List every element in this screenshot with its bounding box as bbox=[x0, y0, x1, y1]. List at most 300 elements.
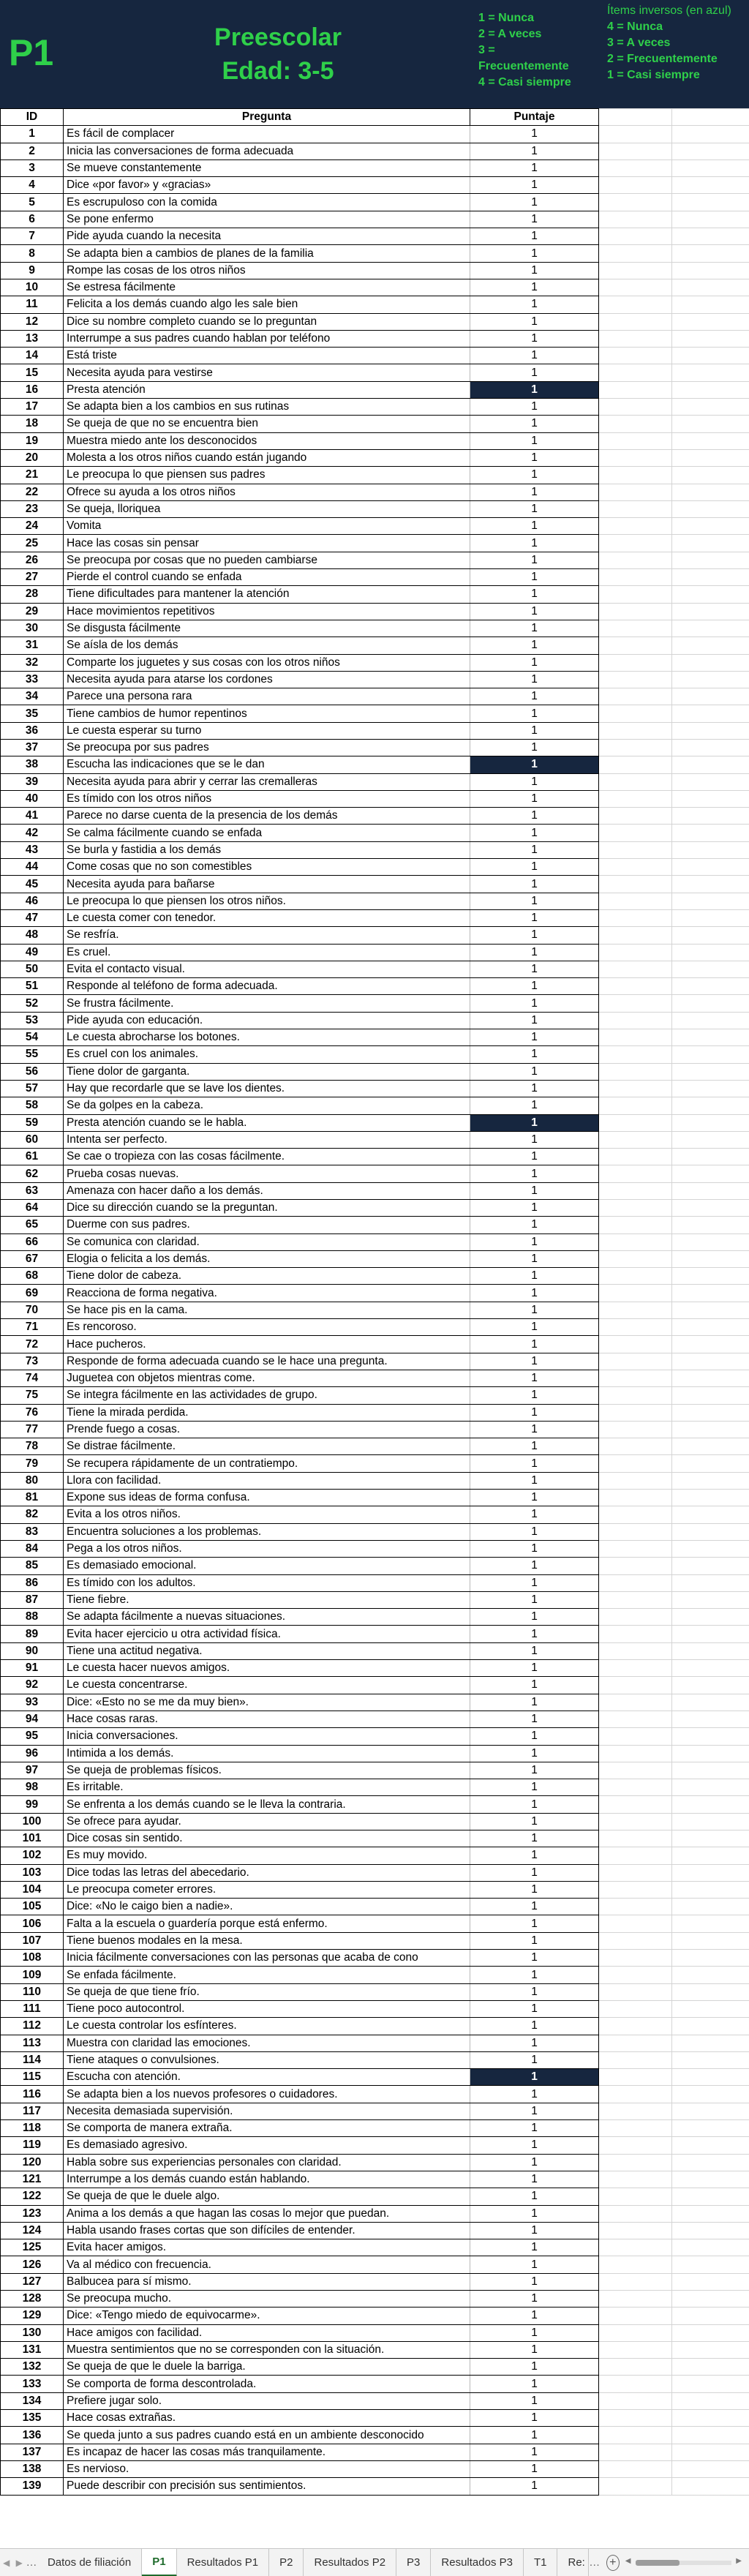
score-cell[interactable]: 1 bbox=[470, 654, 599, 671]
score-cell[interactable]: 1 bbox=[470, 1029, 599, 1046]
item-id-cell[interactable]: 79 bbox=[1, 1455, 64, 1472]
item-id-cell[interactable]: 54 bbox=[1, 1029, 64, 1046]
score-cell[interactable]: 1 bbox=[470, 1131, 599, 1148]
empty-cell[interactable] bbox=[599, 2427, 672, 2444]
score-cell[interactable]: 1 bbox=[470, 2120, 599, 2137]
question-cell[interactable]: Dice: «Tengo miedo de equivocarme». bbox=[64, 2307, 470, 2324]
item-id-cell[interactable]: 88 bbox=[1, 1609, 64, 1626]
question-cell[interactable]: Se queda junto a sus padres cuando está en un ambiente desconocido bbox=[64, 2427, 470, 2444]
question-cell[interactable]: Es demasiado emocional. bbox=[64, 1558, 470, 1574]
empty-cell[interactable] bbox=[672, 893, 749, 909]
item-id-cell[interactable]: 86 bbox=[1, 1574, 64, 1591]
empty-cell[interactable] bbox=[672, 1131, 749, 1148]
empty-cell[interactable] bbox=[599, 1319, 672, 1336]
empty-cell[interactable] bbox=[672, 620, 749, 637]
score-cell[interactable]: 1 bbox=[470, 1813, 599, 1830]
score-cell[interactable]: 1 bbox=[470, 1063, 599, 1080]
empty-cell[interactable] bbox=[599, 348, 672, 364]
empty-cell[interactable] bbox=[672, 1114, 749, 1131]
score-cell[interactable]: 1 bbox=[470, 825, 599, 841]
empty-cell[interactable] bbox=[599, 262, 672, 279]
item-id-cell[interactable]: 43 bbox=[1, 841, 64, 858]
empty-cell[interactable] bbox=[599, 620, 672, 637]
score-cell[interactable]: 1 bbox=[470, 2137, 599, 2154]
item-id-cell[interactable]: 126 bbox=[1, 2256, 64, 2273]
scrollbar-thumb[interactable] bbox=[636, 2560, 680, 2566]
empty-cell[interactable] bbox=[599, 1455, 672, 1472]
question-cell[interactable]: Dice «por favor» y «gracias» bbox=[64, 177, 470, 194]
score-cell[interactable]: 1 bbox=[470, 2341, 599, 2358]
question-cell[interactable]: Molesta a los otros niños cuando están jugando bbox=[64, 449, 470, 466]
empty-cell[interactable] bbox=[672, 773, 749, 790]
empty-cell[interactable] bbox=[599, 654, 672, 671]
empty-cell[interactable] bbox=[672, 552, 749, 568]
empty-cell[interactable] bbox=[672, 859, 749, 876]
empty-cell[interactable] bbox=[672, 1353, 749, 1370]
question-cell[interactable]: Expone sus ideas de forma confusa. bbox=[64, 1490, 470, 1506]
empty-cell[interactable] bbox=[672, 1813, 749, 1830]
item-id-cell[interactable]: 41 bbox=[1, 808, 64, 825]
empty-cell[interactable] bbox=[672, 399, 749, 416]
empty-cell[interactable] bbox=[599, 552, 672, 568]
empty-cell[interactable] bbox=[672, 1217, 749, 1233]
empty-cell[interactable] bbox=[599, 500, 672, 517]
empty-cell[interactable] bbox=[599, 2018, 672, 2035]
score-cell[interactable]: 1 bbox=[470, 1370, 599, 1386]
question-cell[interactable]: Falta a la escuela o guardería porque está enfermo. bbox=[64, 1915, 470, 1932]
score-cell[interactable]: 1 bbox=[470, 1046, 599, 1063]
empty-cell[interactable] bbox=[599, 978, 672, 995]
item-id-cell[interactable]: 34 bbox=[1, 688, 64, 705]
question-cell[interactable]: Le preocupa cometer errores. bbox=[64, 1881, 470, 1898]
question-cell[interactable]: Intimida a los demás. bbox=[64, 1745, 470, 1762]
question-cell[interactable]: Llora con facilidad. bbox=[64, 1472, 470, 1489]
question-cell[interactable]: Se queja de que le duele algo. bbox=[64, 2188, 470, 2205]
empty-cell[interactable] bbox=[672, 569, 749, 586]
empty-cell[interactable] bbox=[672, 1950, 749, 1967]
empty-cell[interactable] bbox=[672, 2086, 749, 2103]
empty-cell[interactable] bbox=[599, 637, 672, 654]
empty-cell[interactable] bbox=[599, 194, 672, 211]
score-cell[interactable]: 1 bbox=[470, 1506, 599, 1523]
score-cell[interactable]: 1 bbox=[470, 1336, 599, 1353]
empty-cell[interactable] bbox=[672, 381, 749, 398]
empty-cell[interactable] bbox=[672, 262, 749, 279]
question-cell[interactable]: Habla sobre sus experiencias personales con claridad. bbox=[64, 2154, 470, 2171]
item-id-cell[interactable]: 138 bbox=[1, 2460, 64, 2477]
question-cell[interactable]: Dice: «Esto no se me da muy bien». bbox=[64, 1694, 470, 1711]
empty-cell[interactable] bbox=[672, 500, 749, 517]
empty-cell[interactable] bbox=[672, 1899, 749, 1915]
item-id-cell[interactable]: 135 bbox=[1, 2410, 64, 2427]
empty-cell[interactable] bbox=[599, 961, 672, 977]
item-id-cell[interactable]: 7 bbox=[1, 228, 64, 245]
empty-cell[interactable] bbox=[672, 808, 749, 825]
question-cell[interactable]: Responde de forma adecuada cuando se le hace una pregunta. bbox=[64, 1353, 470, 1370]
empty-cell[interactable] bbox=[599, 2120, 672, 2137]
empty-cell[interactable] bbox=[599, 1967, 672, 1983]
empty-cell[interactable] bbox=[599, 1728, 672, 1745]
empty-cell[interactable] bbox=[599, 1233, 672, 1250]
empty-cell[interactable] bbox=[672, 1523, 749, 1540]
empty-cell[interactable] bbox=[672, 1149, 749, 1165]
score-cell[interactable]: 1 bbox=[470, 2239, 599, 2256]
empty-cell[interactable] bbox=[672, 1046, 749, 1063]
item-id-cell[interactable]: 32 bbox=[1, 654, 64, 671]
empty-cell[interactable] bbox=[672, 1779, 749, 1796]
item-id-cell[interactable]: 16 bbox=[1, 381, 64, 398]
question-cell[interactable]: Dice: «No le caigo bien a nadie». bbox=[64, 1899, 470, 1915]
item-id-cell[interactable]: 93 bbox=[1, 1694, 64, 1711]
question-cell[interactable]: Se preocupa por sus padres bbox=[64, 739, 470, 756]
empty-cell[interactable] bbox=[672, 2154, 749, 2171]
item-id-cell[interactable]: 23 bbox=[1, 500, 64, 517]
score-cell[interactable]: 1 bbox=[470, 1796, 599, 1813]
sheet-tab-p2[interactable]: P2 bbox=[269, 2549, 304, 2576]
item-id-cell[interactable]: 40 bbox=[1, 790, 64, 807]
empty-cell[interactable] bbox=[672, 1472, 749, 1489]
empty-cell[interactable] bbox=[599, 399, 672, 416]
empty-cell[interactable] bbox=[599, 1881, 672, 1898]
question-cell[interactable]: Hace pucheros. bbox=[64, 1336, 470, 1353]
item-id-cell[interactable]: 124 bbox=[1, 2222, 64, 2239]
item-id-cell[interactable]: 89 bbox=[1, 1626, 64, 1642]
empty-cell[interactable] bbox=[599, 1404, 672, 1421]
empty-cell[interactable] bbox=[672, 2000, 749, 2017]
question-cell[interactable]: Es rencoroso. bbox=[64, 1319, 470, 1336]
empty-cell[interactable] bbox=[672, 159, 749, 176]
score-cell[interactable]: 1 bbox=[470, 688, 599, 705]
item-id-cell[interactable]: 64 bbox=[1, 1200, 64, 1217]
question-cell[interactable]: Muestra con claridad las emociones. bbox=[64, 2035, 470, 2051]
empty-cell[interactable] bbox=[599, 688, 672, 705]
empty-cell[interactable] bbox=[672, 1490, 749, 1506]
score-cell[interactable]: 1 bbox=[470, 535, 599, 552]
empty-cell[interactable] bbox=[599, 1490, 672, 1506]
score-cell[interactable]: 1 bbox=[470, 1881, 599, 1898]
empty-cell[interactable] bbox=[599, 2478, 672, 2495]
question-cell[interactable]: Se queja de que tiene frío. bbox=[64, 1983, 470, 2000]
question-cell[interactable]: Inicia conversaciones. bbox=[64, 1728, 470, 1745]
score-cell[interactable]: 1 bbox=[470, 2427, 599, 2444]
item-id-cell[interactable]: 42 bbox=[1, 825, 64, 841]
empty-cell[interactable] bbox=[599, 1983, 672, 2000]
item-id-cell[interactable]: 107 bbox=[1, 1932, 64, 1949]
item-id-cell[interactable]: 95 bbox=[1, 1728, 64, 1745]
empty-cell[interactable] bbox=[599, 1591, 672, 1608]
empty-cell[interactable] bbox=[599, 296, 672, 313]
question-cell[interactable]: Evita hacer amigos. bbox=[64, 2239, 470, 2256]
score-cell[interactable]: 1 bbox=[470, 995, 599, 1012]
question-cell[interactable]: Se resfría. bbox=[64, 927, 470, 944]
empty-cell[interactable] bbox=[599, 944, 672, 961]
empty-cell[interactable] bbox=[672, 2018, 749, 2035]
score-cell[interactable]: 1 bbox=[470, 841, 599, 858]
question-cell[interactable]: Se comunica con claridad. bbox=[64, 1233, 470, 1250]
item-id-cell[interactable]: 121 bbox=[1, 2171, 64, 2188]
empty-cell[interactable] bbox=[672, 1506, 749, 1523]
question-cell[interactable]: Escucha las indicaciones que se le dan bbox=[64, 756, 470, 773]
score-cell-inverse[interactable]: 1 bbox=[470, 1114, 599, 1131]
item-id-cell[interactable]: 99 bbox=[1, 1796, 64, 1813]
question-cell[interactable]: Interrumpe a los demás cuando están hablando. bbox=[64, 2171, 470, 2188]
question-cell[interactable]: Reacciona de forma negativa. bbox=[64, 1285, 470, 1302]
score-cell[interactable]: 1 bbox=[470, 1915, 599, 1932]
score-cell[interactable]: 1 bbox=[470, 1165, 599, 1182]
empty-cell[interactable] bbox=[672, 2376, 749, 2392]
empty-cell[interactable] bbox=[599, 1063, 672, 1080]
score-cell[interactable]: 1 bbox=[470, 262, 599, 279]
question-cell[interactable]: Le preocupa lo que piensen los otros niños. bbox=[64, 893, 470, 909]
empty-cell[interactable] bbox=[599, 569, 672, 586]
score-cell[interactable]: 1 bbox=[470, 449, 599, 466]
question-cell[interactable]: Habla usando frases cortas que son difíciles de entender. bbox=[64, 2222, 470, 2239]
score-cell[interactable]: 1 bbox=[470, 2018, 599, 2035]
empty-cell[interactable] bbox=[599, 2291, 672, 2307]
score-cell[interactable]: 1 bbox=[470, 1745, 599, 1762]
empty-cell[interactable] bbox=[599, 1899, 672, 1915]
score-cell[interactable]: 1 bbox=[470, 1591, 599, 1608]
empty-cell[interactable] bbox=[672, 790, 749, 807]
empty-cell[interactable] bbox=[599, 2341, 672, 2358]
empty-cell[interactable] bbox=[599, 1472, 672, 1489]
empty-cell[interactable] bbox=[672, 2120, 749, 2137]
score-cell[interactable]: 1 bbox=[470, 416, 599, 432]
empty-cell[interactable] bbox=[672, 2444, 749, 2460]
score-cell[interactable]: 1 bbox=[470, 1319, 599, 1336]
sheet-tab-re[interactable]: Re: bbox=[557, 2549, 588, 2576]
item-id-cell[interactable]: 39 bbox=[1, 773, 64, 790]
item-id-cell[interactable]: 62 bbox=[1, 1165, 64, 1182]
item-id-cell[interactable]: 76 bbox=[1, 1404, 64, 1421]
question-cell[interactable]: Se hace pis en la cama. bbox=[64, 1302, 470, 1318]
item-id-cell[interactable]: 70 bbox=[1, 1302, 64, 1318]
empty-cell[interactable] bbox=[599, 2188, 672, 2205]
item-id-cell[interactable]: 49 bbox=[1, 944, 64, 961]
item-id-cell[interactable]: 130 bbox=[1, 2324, 64, 2341]
score-cell[interactable]: 1 bbox=[470, 432, 599, 449]
empty-cell[interactable] bbox=[672, 1728, 749, 1745]
question-cell[interactable]: Es incapaz de hacer las cosas más tranquilamente. bbox=[64, 2444, 470, 2460]
question-cell[interactable]: Encuentra soluciones a los problemas. bbox=[64, 1523, 470, 1540]
question-cell[interactable]: Comparte los juguetes y sus cosas con los otros niños bbox=[64, 654, 470, 671]
empty-cell[interactable] bbox=[599, 2103, 672, 2119]
score-cell[interactable]: 1 bbox=[470, 1387, 599, 1404]
question-cell[interactable]: Hay que recordarle que se lave los dientes. bbox=[64, 1080, 470, 1097]
question-cell[interactable]: Se cae o tropieza con las cosas fácilmente. bbox=[64, 1149, 470, 1165]
empty-cell[interactable] bbox=[672, 2341, 749, 2358]
item-id-cell[interactable]: 134 bbox=[1, 2392, 64, 2409]
item-id-cell[interactable]: 52 bbox=[1, 995, 64, 1012]
empty-cell[interactable] bbox=[672, 688, 749, 705]
question-cell[interactable]: Es tímido con los adultos. bbox=[64, 1574, 470, 1591]
question-cell[interactable]: Dice todas las letras del abecedario. bbox=[64, 1864, 470, 1881]
item-id-cell[interactable]: 22 bbox=[1, 484, 64, 500]
item-id-cell[interactable]: 119 bbox=[1, 2137, 64, 2154]
score-cell[interactable]: 1 bbox=[470, 859, 599, 876]
item-id-cell[interactable]: 53 bbox=[1, 1012, 64, 1029]
item-id-cell[interactable]: 108 bbox=[1, 1950, 64, 1967]
column-header-question[interactable]: Pregunta bbox=[64, 109, 470, 126]
empty-cell[interactable] bbox=[599, 177, 672, 194]
item-id-cell[interactable]: 5 bbox=[1, 194, 64, 211]
column-header-score[interactable]: Puntaje bbox=[470, 109, 599, 126]
question-cell[interactable]: Es nervioso. bbox=[64, 2460, 470, 2477]
score-cell[interactable]: 1 bbox=[470, 1967, 599, 1983]
empty-cell[interactable] bbox=[672, 2103, 749, 2119]
question-cell[interactable]: Rompe las cosas de los otros niños bbox=[64, 262, 470, 279]
empty-cell[interactable] bbox=[599, 484, 672, 500]
empty-cell[interactable] bbox=[599, 893, 672, 909]
item-id-cell[interactable]: 139 bbox=[1, 2478, 64, 2495]
score-cell[interactable]: 1 bbox=[470, 790, 599, 807]
question-cell[interactable]: Hace cosas raras. bbox=[64, 1711, 470, 1727]
empty-cell[interactable] bbox=[599, 756, 672, 773]
score-cell[interactable]: 1 bbox=[470, 2478, 599, 2495]
empty-cell[interactable] bbox=[672, 1097, 749, 1114]
empty-cell[interactable] bbox=[599, 432, 672, 449]
item-id-cell[interactable]: 18 bbox=[1, 416, 64, 432]
question-cell[interactable]: Tiene ataques o convulsiones. bbox=[64, 2051, 470, 2068]
item-id-cell[interactable]: 75 bbox=[1, 1387, 64, 1404]
empty-cell[interactable] bbox=[672, 1864, 749, 1881]
question-cell[interactable]: Está triste bbox=[64, 348, 470, 364]
score-cell[interactable]: 1 bbox=[470, 927, 599, 944]
item-id-cell[interactable]: 110 bbox=[1, 1983, 64, 2000]
empty-cell[interactable] bbox=[672, 671, 749, 688]
empty-cell[interactable] bbox=[672, 364, 749, 381]
empty-cell[interactable] bbox=[672, 1319, 749, 1336]
question-cell[interactable]: Muestra sentimientos que no se corresponden con la situación. bbox=[64, 2341, 470, 2358]
score-cell[interactable]: 1 bbox=[470, 1353, 599, 1370]
empty-cell[interactable] bbox=[672, 2256, 749, 2273]
empty-cell[interactable] bbox=[599, 1285, 672, 1302]
score-cell[interactable]: 1 bbox=[470, 1642, 599, 1659]
question-cell[interactable]: Le cuesta abrocharse los botones. bbox=[64, 1029, 470, 1046]
empty-cell[interactable] bbox=[672, 876, 749, 893]
score-cell[interactable]: 1 bbox=[470, 228, 599, 245]
empty-cell[interactable] bbox=[599, 109, 672, 126]
item-id-cell[interactable]: 71 bbox=[1, 1319, 64, 1336]
question-cell[interactable]: Responde al teléfono de forma adecuada. bbox=[64, 978, 470, 995]
item-id-cell[interactable]: 132 bbox=[1, 2359, 64, 2376]
item-id-cell[interactable]: 101 bbox=[1, 1830, 64, 1847]
empty-cell[interactable] bbox=[599, 773, 672, 790]
empty-cell[interactable] bbox=[599, 2137, 672, 2154]
score-cell[interactable]: 1 bbox=[470, 2291, 599, 2307]
empty-cell[interactable] bbox=[672, 1268, 749, 1285]
empty-cell[interactable] bbox=[672, 2410, 749, 2427]
empty-cell[interactable] bbox=[672, 1642, 749, 1659]
empty-cell[interactable] bbox=[672, 518, 749, 535]
question-cell[interactable]: Se da golpes en la cabeza. bbox=[64, 1097, 470, 1114]
item-id-cell[interactable]: 131 bbox=[1, 2341, 64, 2358]
item-id-cell[interactable]: 81 bbox=[1, 1490, 64, 1506]
item-id-cell[interactable]: 61 bbox=[1, 1149, 64, 1165]
empty-cell[interactable] bbox=[672, 1012, 749, 1029]
empty-cell[interactable] bbox=[672, 1574, 749, 1591]
score-cell[interactable]: 1 bbox=[470, 1762, 599, 1779]
question-cell[interactable]: Se queja, lloriquea bbox=[64, 500, 470, 517]
empty-cell[interactable] bbox=[672, 2069, 749, 2086]
empty-cell[interactable] bbox=[672, 143, 749, 159]
item-id-cell[interactable]: 98 bbox=[1, 1779, 64, 1796]
empty-cell[interactable] bbox=[599, 1694, 672, 1711]
empty-cell[interactable] bbox=[672, 245, 749, 262]
empty-cell[interactable] bbox=[599, 143, 672, 159]
empty-cell[interactable] bbox=[672, 1967, 749, 1983]
item-id-cell[interactable]: 133 bbox=[1, 2376, 64, 2392]
empty-cell[interactable] bbox=[599, 2086, 672, 2103]
item-id-cell[interactable]: 91 bbox=[1, 1660, 64, 1677]
question-cell[interactable]: Elogia o felicita a los demás. bbox=[64, 1250, 470, 1267]
score-cell-inverse[interactable]: 1 bbox=[470, 381, 599, 398]
item-id-cell[interactable]: 47 bbox=[1, 909, 64, 926]
empty-cell[interactable] bbox=[672, 1915, 749, 1932]
score-cell[interactable]: 1 bbox=[470, 2324, 599, 2341]
item-id-cell[interactable]: 38 bbox=[1, 756, 64, 773]
empty-cell[interactable] bbox=[672, 2222, 749, 2239]
score-cell[interactable]: 1 bbox=[470, 1404, 599, 1421]
empty-cell[interactable] bbox=[599, 909, 672, 926]
score-cell[interactable]: 1 bbox=[470, 1899, 599, 1915]
question-cell[interactable]: Evita el contacto visual. bbox=[64, 961, 470, 977]
empty-cell[interactable] bbox=[599, 1609, 672, 1626]
item-id-cell[interactable]: 58 bbox=[1, 1097, 64, 1114]
empty-cell[interactable] bbox=[599, 1200, 672, 1217]
score-cell[interactable]: 1 bbox=[470, 2035, 599, 2051]
empty-cell[interactable] bbox=[599, 1677, 672, 1694]
empty-cell[interactable] bbox=[599, 1762, 672, 1779]
question-cell[interactable]: Le cuesta esperar su turno bbox=[64, 722, 470, 739]
question-cell[interactable]: Ofrece su ayuda a los otros niños bbox=[64, 484, 470, 500]
empty-cell[interactable] bbox=[672, 1421, 749, 1438]
empty-cell[interactable] bbox=[599, 1574, 672, 1591]
empty-cell[interactable] bbox=[599, 705, 672, 722]
empty-cell[interactable] bbox=[672, 2324, 749, 2341]
empty-cell[interactable] bbox=[599, 2307, 672, 2324]
empty-cell[interactable] bbox=[599, 1097, 672, 1114]
score-cell[interactable]: 1 bbox=[470, 2205, 599, 2222]
scroll-right-arrow-icon[interactable]: ▶ bbox=[736, 2556, 742, 2565]
empty-cell[interactable] bbox=[672, 1455, 749, 1472]
empty-cell[interactable] bbox=[599, 2460, 672, 2477]
empty-cell[interactable] bbox=[599, 2376, 672, 2392]
empty-cell[interactable] bbox=[599, 1813, 672, 1830]
score-cell[interactable]: 1 bbox=[470, 739, 599, 756]
score-cell[interactable]: 1 bbox=[470, 143, 599, 159]
empty-cell[interactable] bbox=[672, 2051, 749, 2068]
question-cell[interactable]: Prende fuego a cosas. bbox=[64, 1421, 470, 1438]
item-id-cell[interactable]: 123 bbox=[1, 2205, 64, 2222]
empty-cell[interactable] bbox=[672, 228, 749, 245]
empty-cell[interactable] bbox=[672, 961, 749, 977]
empty-cell[interactable] bbox=[672, 2137, 749, 2154]
empty-cell[interactable] bbox=[599, 2444, 672, 2460]
item-id-cell[interactable]: 6 bbox=[1, 211, 64, 228]
empty-cell[interactable] bbox=[599, 1131, 672, 1148]
empty-cell[interactable] bbox=[599, 859, 672, 876]
item-id-cell[interactable]: 92 bbox=[1, 1677, 64, 1694]
empty-cell[interactable] bbox=[599, 245, 672, 262]
empty-cell[interactable] bbox=[672, 756, 749, 773]
question-cell[interactable]: Pierde el control cuando se enfada bbox=[64, 569, 470, 586]
empty-cell[interactable] bbox=[672, 313, 749, 330]
score-cell[interactable]: 1 bbox=[470, 1217, 599, 1233]
question-cell[interactable]: Evita a los otros niños. bbox=[64, 1506, 470, 1523]
item-id-cell[interactable]: 9 bbox=[1, 262, 64, 279]
question-cell[interactable]: Tiene fiebre. bbox=[64, 1591, 470, 1608]
